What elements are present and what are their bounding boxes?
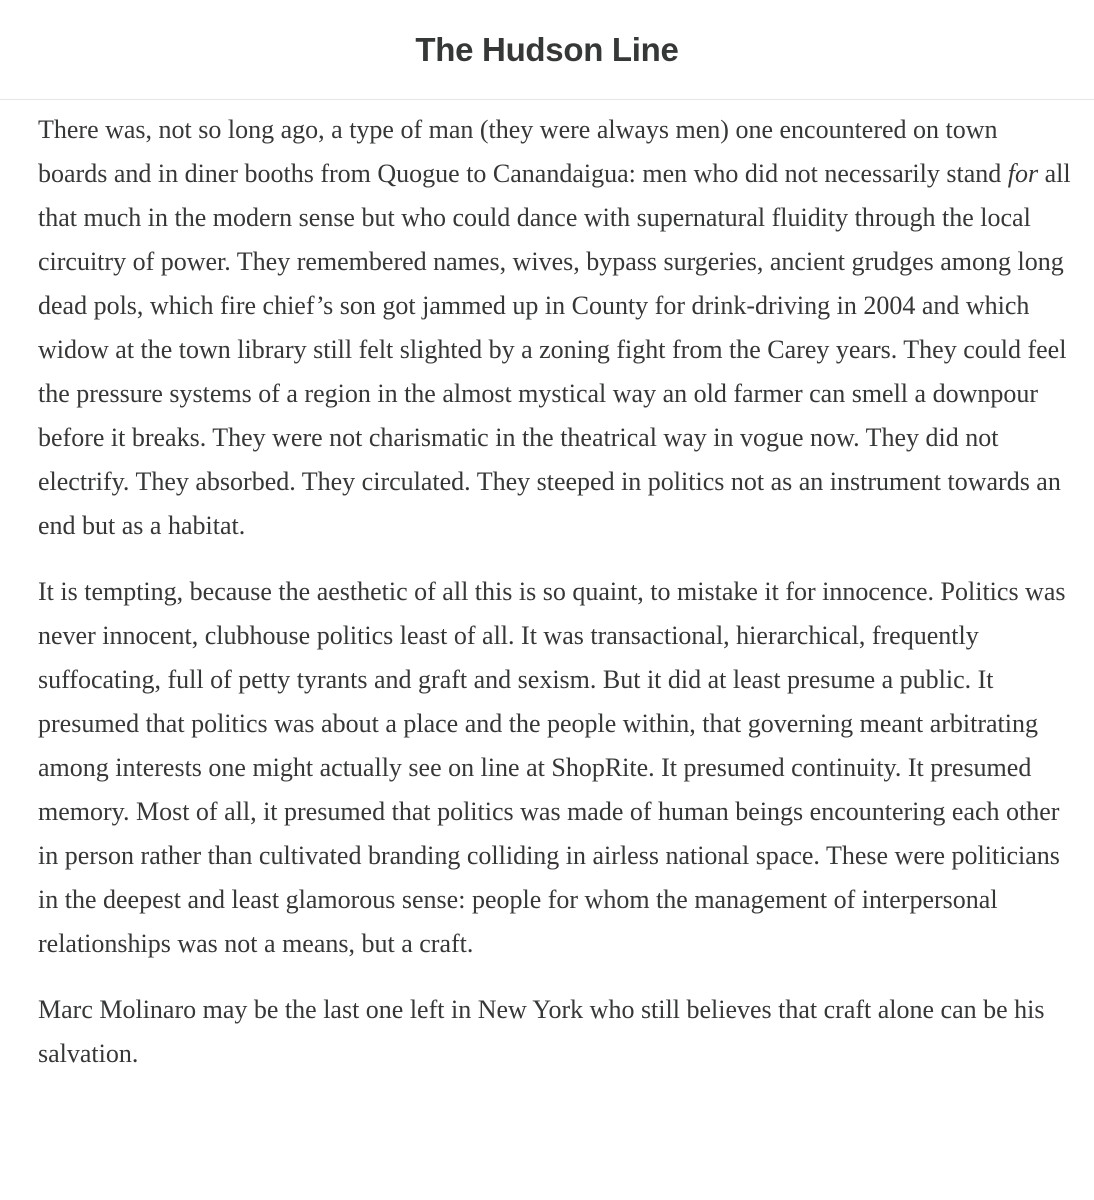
article-body bbox=[0, 108, 1094, 1076]
paragraph-1 bbox=[38, 108, 1072, 548]
paragraph-1-text-start: There was, not so long ago, a type of man (they were always men) one encountered on town boards and in diner booths from Quogue to Canandaigua: men who did not necessarily stand bbox=[38, 115, 1008, 188]
publication-header bbox=[0, 0, 1094, 100]
emphasis-for: for bbox=[1007, 159, 1039, 188]
publication-title[interactable]: The Hudson Line bbox=[415, 30, 679, 68]
paragraph-3: Marc Molinaro may be the last one left in New York who still believes that craft alone can be his salvation. bbox=[38, 995, 1045, 1068]
paragraph-1-text-end: all that much in the modern sense but who could dance with supernatural fluidity through the local circuitry of power. They remembered names, wives, bypass surgeries, ancient grudges among long dead pols, which fire chief’s son got jammed up in County for drink-driving in 2004 and which widow at the town library still felt slighted by a zoning fight from the Carey years. They could feel the pressure systems of a region in the almost mystical way an old farmer can smell a downpour before it breaks. They were not charismatic in the theatrical way in vogue now. They did not electrify. They absorbed. They circulated. They steeped in politics not as an instrument towards an end but as a habitat. bbox=[38, 159, 1071, 540]
paragraph-2: It is tempting, because the aesthetic of all this is so quaint, to mistake it for innocence. Politics was never innocent, clubhouse politics least of all. It was transactional, hierarchical, frequently suffocating, full of petty tyrants and graft and sexism. But it did at least presume a public. It presumed that politics was about a place and the people within, that governing meant arbitrating among interests one might actually see on line at ShopRite. It presumed continuity. It presumed memory. Most of all, it presumed that politics was made of human beings encountering each other in person rather than cultivated branding colliding in airless national space. These were politicians in the deepest and least glamorous sense: people for whom the management of interpersonal relationships was not a means, but a craft. bbox=[38, 577, 1066, 958]
